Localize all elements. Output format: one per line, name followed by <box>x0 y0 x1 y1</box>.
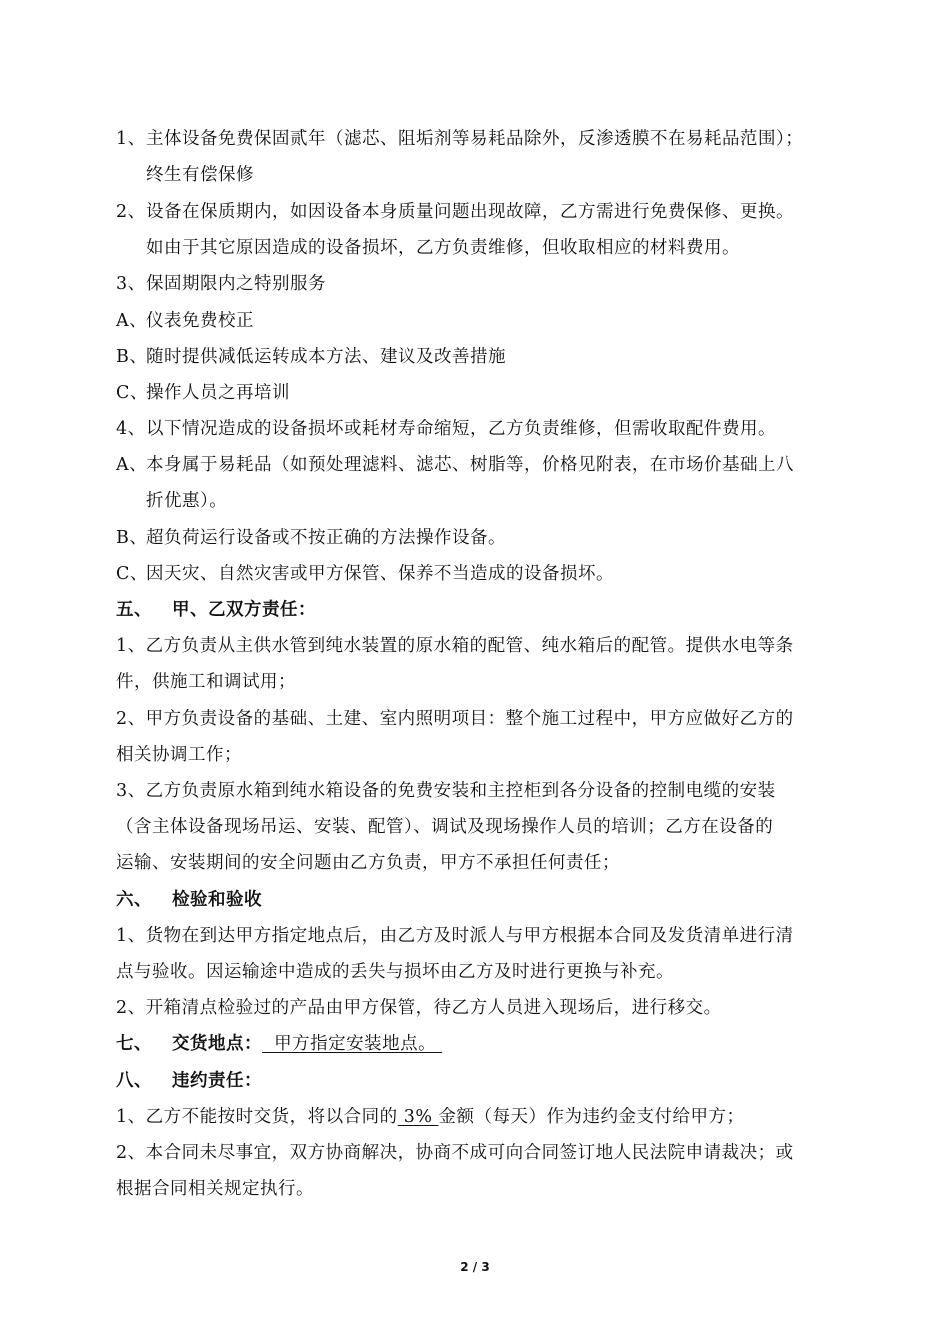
section-heading-7: 七、 交货地点： 甲方指定安装地点。 <box>116 1034 443 1054</box>
page-number: 2 / 3 <box>460 1260 490 1274</box>
clause-3-a: A、仪表免费校正 <box>116 311 254 331</box>
section-6-item-1: 1、货物在到达甲方指定地点后，由乙方及时派人与甲方根据本合同及发货清单进行清 <box>116 926 794 946</box>
section-5-item-1-cont: 件，供施工和调试用； <box>116 672 296 692</box>
section-6-item-2: 2、开箱清点检验过的产品由甲方保管，待乙方人员进入现场后，进行移交。 <box>116 998 722 1018</box>
section-5-item-2-cont: 相关协调工作； <box>116 745 242 765</box>
clause-2-cont: 如由于其它原因造成的设备损坏，乙方负责维修，但收取相应的材料费用。 <box>146 238 740 258</box>
section-6-item-1-cont: 点与验收。因运输途中造成的丢失与损坏由乙方及时进行更换与补充。 <box>116 962 674 982</box>
clause-3-c: C、操作人员之再培训 <box>116 383 290 403</box>
section-5-item-3-cont2: 运输、安装期间的安全问题由乙方负责，甲方不承担任何责任； <box>116 853 620 873</box>
section-5-item-3-cont1: （含主体设备现场吊运、安装、配管）、调试及现场操作人员的培训；乙方在设备的 <box>116 817 774 837</box>
section-8-item-1: 1、乙方不能按时交货，将以合同的 3% 金额（每天）作为违约金支付给甲方； <box>116 1107 745 1127</box>
section-5-item-3: 3、乙方负责原水箱到纯水箱设备的免费安装和主控柜到各分设备的控制电缆的安装 <box>116 781 776 801</box>
clause-4-c: C、因天灾、自然灾害或甲方保管、保养不当造成的设备损坏。 <box>116 564 614 584</box>
clause-2: 2、设备在保质期内，如因设备本身质量问题出现故障，乙方需进行免费保修、更换。 <box>116 202 794 222</box>
clause-4-b: B、超负荷运行设备或不按正确的方法操作设备。 <box>116 528 506 548</box>
section-heading-5: 五、 甲、乙双方责任： <box>116 600 316 620</box>
section-heading-6: 六、 检验和验收 <box>116 890 262 910</box>
clause-4-a: A、本身属于易耗品（如预处理滤料、滤芯、树脂等，价格见附表，在市场价基础上八 <box>116 455 794 475</box>
delivery-location: 甲方指定安装地点。 <box>262 1034 443 1054</box>
clause-1: 1、主体设备免费保固贰年（滤芯、阻垢剂等易耗品除外，反渗透膜不在易耗品范围）； <box>116 129 804 149</box>
clause-4-a-cont: 折优惠）。 <box>146 491 228 511</box>
penalty-rate: 3% <box>397 1107 439 1127</box>
clause-1-cont: 终生有偿保修 <box>146 165 254 185</box>
section-heading-8: 八、 违约责任： <box>116 1071 262 1091</box>
clause-4: 4、以下情况造成的设备损坏或耗材寿命缩短，乙方负责维修，但需收取配件费用。 <box>116 419 776 439</box>
section-8-item-2: 2、本合同未尽事宜，双方协商解决，协商不成可向合同签订地人民法院申请裁决；或 <box>116 1143 794 1163</box>
clause-3-b: B、随时提供减低运转成本方法、建议及改善措施 <box>116 347 506 367</box>
clause-3: 3、保固期限内之特别服务 <box>116 274 326 294</box>
section-5-item-2: 2、甲方负责设备的基础、土建、室内照明项目：整个施工过程中，甲方应做好乙方的 <box>116 709 794 729</box>
section-5-item-1: 1、乙方负责从主供水管到纯水装置的原水箱的配管、纯水箱后的配管。提供水电等条 <box>116 636 794 656</box>
section-8-item-2-cont: 根据合同相关规定执行。 <box>116 1179 314 1199</box>
